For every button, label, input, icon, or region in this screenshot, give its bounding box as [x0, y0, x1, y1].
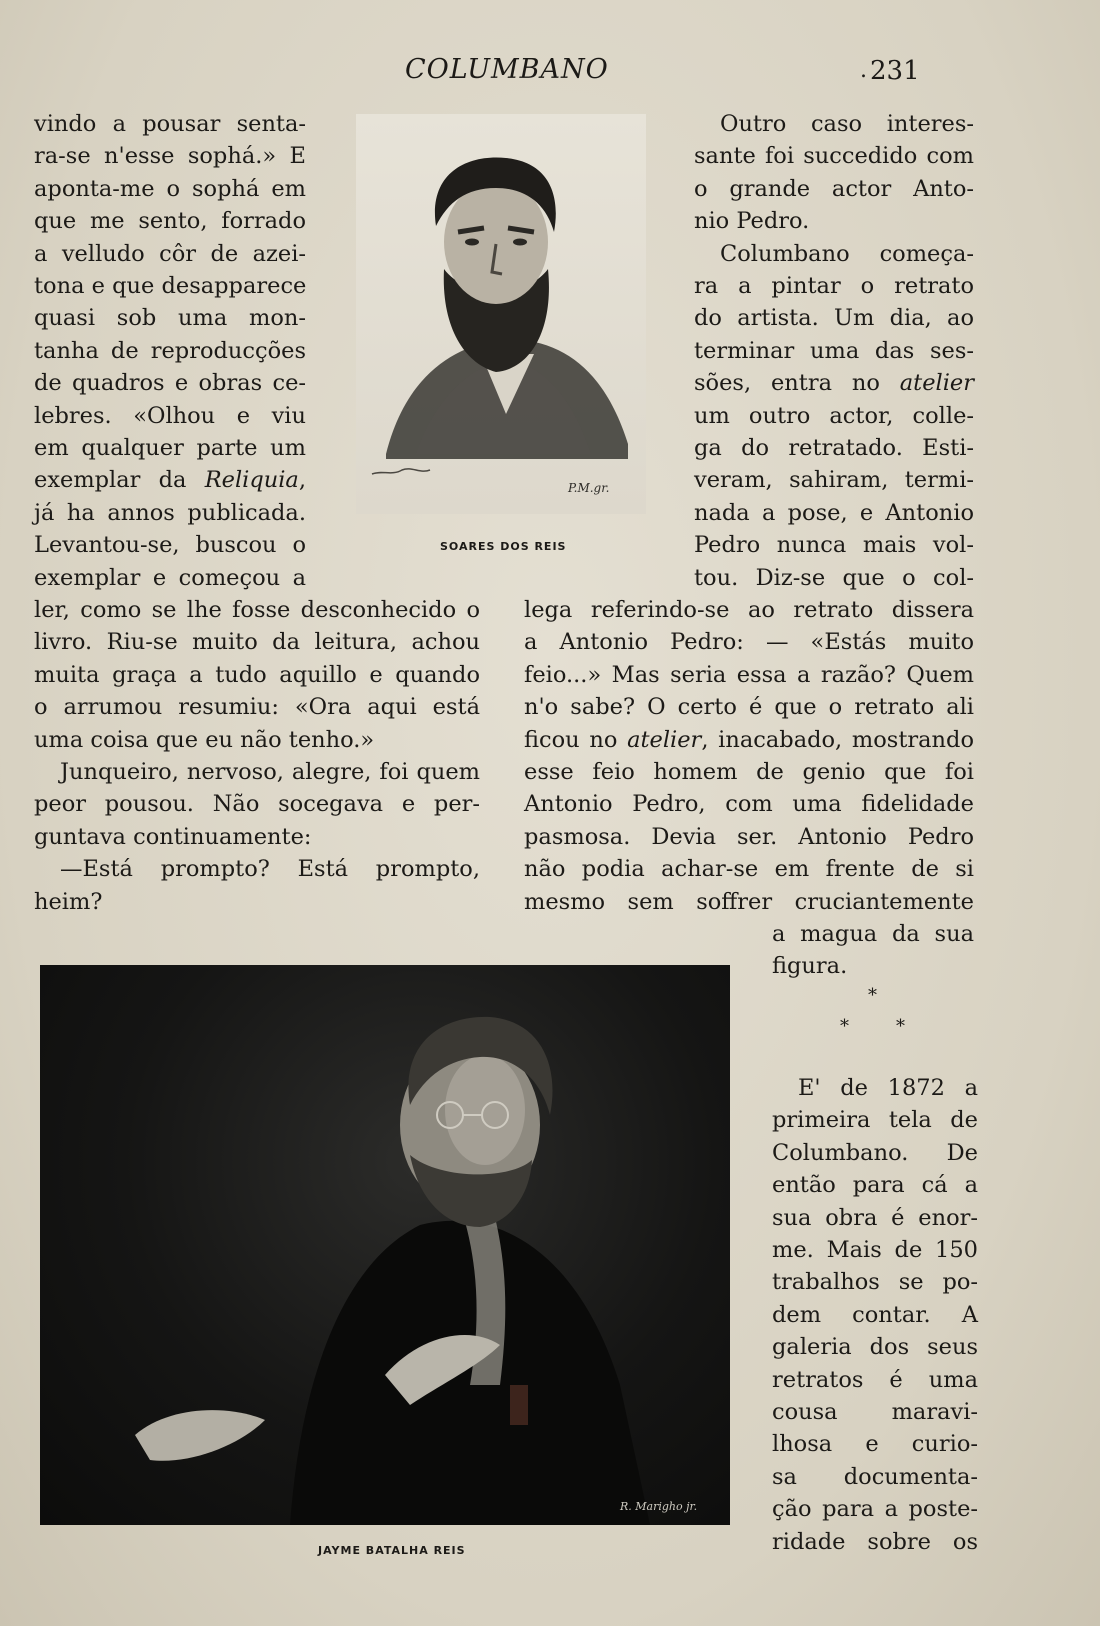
text-line: mesmo sem soffrer cruciantemente: [524, 888, 974, 915]
text-line: terminar uma das ses-: [694, 337, 974, 364]
text-line: tanha de reproducções: [34, 337, 306, 364]
text-line: ção para a poste-: [772, 1496, 978, 1523]
text-line: ler, como se lhe fosse desconhecido o: [34, 597, 480, 623]
text-line: sante foi succedido com: [694, 143, 974, 170]
text-line: uma coisa que eu não tenho.»: [34, 726, 375, 753]
text-line: nio Pedro.: [694, 208, 810, 235]
text-line: lega referindo-se ao retrato dissera: [524, 597, 974, 623]
text-line: que me sento, forrado: [34, 208, 306, 235]
text-line: tou. Diz-se que o col-: [694, 564, 974, 591]
portrait-sketch: [356, 114, 646, 514]
text-line: galeria dos seus: [772, 1334, 978, 1361]
text-line: vindo a pousar senta-: [34, 111, 306, 137]
text-line: um outro actor, colle-: [694, 402, 974, 429]
text-line: do artista. Um dia, ao: [694, 305, 974, 332]
text-line: veram, sahiram, termi-: [694, 467, 974, 494]
text-line: ficou no atelier, inacabado, mostrando: [524, 726, 974, 753]
text-line: Outro caso interes-: [720, 111, 974, 137]
text-line: ga do retratado. Esti-: [694, 435, 974, 462]
top-portrait-signature: P.M.gr.: [568, 481, 610, 495]
right-column-middle: [524, 594, 974, 918]
text-line: sa documenta-: [772, 1463, 978, 1490]
top-portrait-caption: SOARES DOS REIS: [440, 540, 567, 553]
text-line: trabalhos se po-: [772, 1269, 978, 1296]
text-line: lhosa e curio-: [772, 1431, 978, 1458]
right-column-bottom-b: [772, 1072, 978, 1558]
running-title: COLUMBANO: [405, 54, 609, 85]
text-line: em qualquer parte um: [34, 435, 306, 462]
text-line: exemplar e começou a: [34, 564, 306, 591]
header-dot: .: [860, 58, 867, 83]
separator-star-left: *: [840, 1016, 849, 1037]
right-column-bottom-a: [772, 918, 974, 983]
text-line: —Está prompto? Está prompto,: [60, 856, 480, 883]
text-line: o arrumou resumiu: «Ora aqui está: [34, 694, 480, 721]
text-line: peor pousou. Não socegava e per-: [34, 791, 480, 818]
text-line: tona e que desapparece: [34, 273, 307, 300]
text-line: a velludo côr de azei-: [34, 240, 306, 267]
text-line: Columbano começa-: [720, 240, 974, 267]
text-line: quasi sob uma mon-: [34, 305, 306, 332]
text-line: sões, entra no atelier: [694, 370, 974, 397]
portrait-painting: [40, 965, 730, 1525]
text-line: feio...» Mas seria essa a razão? Quem: [524, 661, 974, 688]
text-line: sua obra é enor-: [772, 1204, 978, 1231]
bottom-portrait-caption: JAYME BATALHA REIS: [318, 1544, 466, 1557]
text-line: nada a pose, e Antonio: [694, 499, 974, 526]
text-line: primeira tela de: [772, 1107, 978, 1134]
text-line: Antonio Pedro, com uma fidelidade: [524, 791, 974, 818]
text-line: figura.: [772, 953, 848, 980]
text-line: Levantou-se, buscou o: [34, 532, 306, 559]
text-line: retratos é uma: [772, 1366, 978, 1393]
text-line: o grande actor Anto-: [694, 175, 974, 202]
text-line: de quadros e obras ce-: [34, 370, 306, 397]
right-column-top: [694, 108, 974, 594]
text-line: aponta-me o sophá em: [34, 175, 306, 202]
text-line: ridade sobre os: [772, 1528, 978, 1555]
text-line: guntava continuamente:: [34, 823, 312, 850]
text-line: esse feio homem de genio que foi: [524, 759, 974, 786]
text-line: Junqueiro, nervoso, alegre, foi quem: [60, 759, 480, 786]
text-line: exemplar da Reliquia,: [34, 467, 306, 494]
text-line: Pedro nunca mais vol-: [694, 532, 974, 559]
left-column-bottom: [34, 594, 480, 918]
page-header: [0, 48, 1100, 88]
bottom-portrait-signature: R. Marigho jr.: [620, 1500, 698, 1513]
left-column-top: [34, 108, 306, 594]
text-line: já ha annos publicada.: [34, 499, 306, 526]
page-number: 231: [870, 56, 920, 86]
text-line: não podia achar-se em frente de si: [524, 856, 974, 883]
text-line: me. Mais de 150: [772, 1237, 978, 1264]
separator-star-top: *: [868, 985, 877, 1006]
text-line: pasmosa. Devia ser. Antonio Pedro: [524, 823, 974, 850]
text-line: ra a pintar o retrato: [694, 273, 974, 300]
text-line: dem contar. A: [772, 1301, 978, 1328]
separator-star-right: *: [896, 1016, 905, 1037]
text-line: ra-se n'esse sophá.» E: [34, 143, 306, 170]
text-line: então para cá a: [772, 1172, 978, 1199]
text-line: a magua da sua: [772, 921, 974, 947]
text-line: n'o sabe? O certo é que o retrato ali: [524, 694, 974, 721]
text-line: Columbano. De: [772, 1139, 978, 1166]
text-line: lebres. «Olhou e viu: [34, 402, 306, 429]
text-line: E' de 1872 a: [798, 1075, 978, 1101]
portrait-jayme-batalha-reis: [40, 965, 730, 1525]
portrait-soares-dos-reis: [356, 114, 646, 514]
text-line: cousa maravi-: [772, 1399, 978, 1426]
text-line: heim?: [34, 888, 103, 915]
text-line: muita graça a tudo aquillo e quando: [34, 661, 480, 688]
text-line: livro. Riu-se muito da leitura, achou: [34, 629, 480, 656]
text-line: a Antonio Pedro: — «Estás muito: [524, 629, 974, 656]
